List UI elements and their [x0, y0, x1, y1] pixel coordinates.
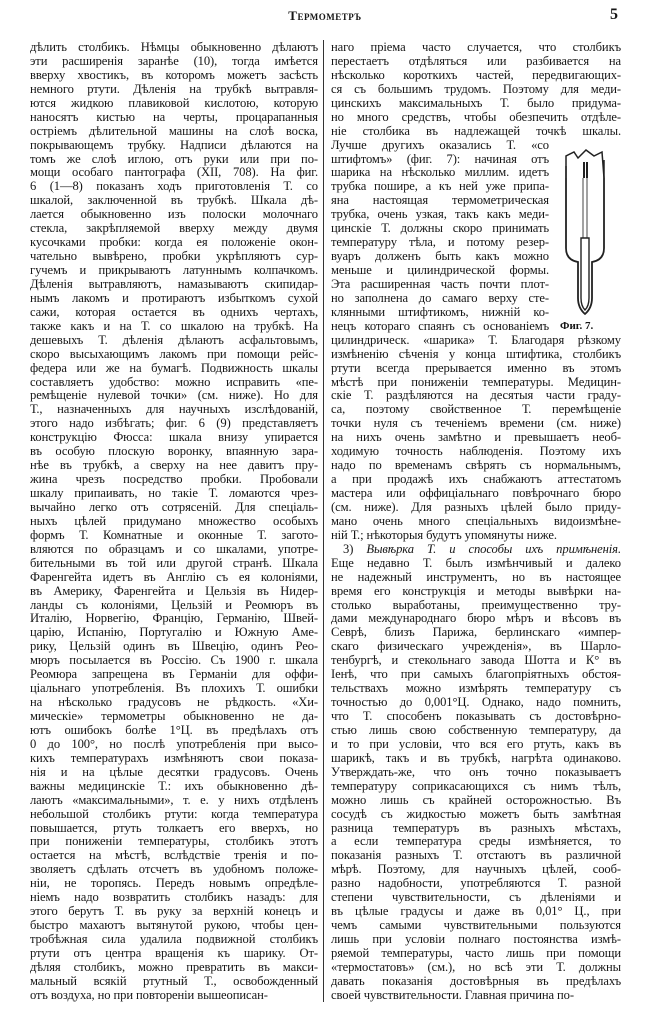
text-line: но заполнена до самаго верху сте- — [331, 291, 549, 305]
text-line: Фаренгейта идетъ въ Англію съ ея колоніями, — [30, 570, 318, 584]
text-line: зволяетъ сдѣлать отсчетъ въ удобномъ положе- — [30, 863, 318, 877]
text-line: ются жидкою плавиковой кислотою, которую — [30, 96, 318, 110]
text-line: штифтомъ» (фиг. 7): начиная отъ — [331, 152, 549, 166]
text-line: кихъ температурахъ измѣняютъ свои показа- — [30, 751, 318, 765]
text-line: шарика на нѣсколько миллим. идетъ — [331, 166, 549, 180]
text-line: показанія разныхъ Т. отстаютъ въ различной — [331, 849, 621, 863]
text-line: измѣненію сѣченія у конца штифтика, столбикъ — [331, 347, 621, 361]
text-line: са, поэтому свойственное Т. перемѣщеніе — [331, 403, 621, 417]
text-line: 6 (1—8) показанъ ходъ приготовленія Т. со — [30, 180, 318, 194]
text-line: а при продажѣ ихъ снабжаютъ аттестатомъ — [331, 473, 621, 487]
text-line: нѣсколько короткихъ частей, передвигающих- — [331, 68, 621, 82]
text-line: трубка пошире, а къ ней уже припа- — [331, 180, 549, 194]
text-line: ныхъ цѣлей придумано множество особыхъ — [30, 514, 318, 528]
text-line: столько выработаны, преимущественно тру- — [331, 598, 621, 612]
text-line: сажи, которая остается въ однихъ чертахъ, — [30, 305, 318, 319]
text-line: ніемъ надо возвратить столбикъ назадъ: для — [30, 891, 318, 905]
text-line: федера или же на бумагѣ. Подвижность шкалы — [30, 361, 318, 375]
text-line: скіе Т. раздѣляются на десятыя части граду- — [331, 389, 621, 403]
text-line: составляетъ удобство: можно исправить «пе- — [30, 375, 318, 389]
text-line: также какъ и на Т. со шкалою на трубкѣ. На — [30, 319, 318, 333]
text-line: нія и на цѣлые десятки градусовъ. Очень — [30, 765, 318, 779]
text-line: тенбургѣ, и стекольнаго завода Шотта и К° въ — [331, 654, 621, 668]
text-line: яна настоящая термометрическая — [331, 194, 549, 208]
text-line: дѣляя столбикъ, можно превратить въ макси- — [30, 960, 318, 974]
text-line: а если температура среды измѣняется, то — [331, 835, 621, 849]
text-line: конструкцію Фюсса: шкала внизу упирается — [30, 431, 318, 445]
text-line: перестаетъ отдѣляться или разбивается на — [331, 54, 621, 68]
text-line: ланды съ колоніями, Цельзій и Реомюръ въ — [30, 598, 318, 612]
page-number: 5 — [610, 6, 618, 23]
text-line: томъ же слоѣ иглою, отъ руки или при по- — [30, 152, 318, 166]
text-line: скаго физическаго учрежденія», въ Шарло- — [331, 640, 621, 654]
text-line: быстро махаютъ вытянутой рукою, чтобы цен- — [30, 919, 318, 933]
text-line: стекла, закрѣпляемой вверху между двумя — [30, 222, 318, 236]
text-line: гучемъ и прикрываютъ латуннымъ колпачкомъ. — [30, 264, 318, 277]
text-line: 0 до 100°, но послѣ употребленія при высо- — [30, 737, 318, 751]
text-line: бительными въ той или другой странѣ. Шкала — [30, 556, 318, 570]
text-line: чательно вывѣрено, пробки укрѣпляютъ сур- — [30, 250, 318, 264]
text-line: цинскіе Т. должны скоро принимать — [331, 222, 549, 236]
text-line: ній Т.; нѣкоторыя будутъ упомянуты ниже. — [331, 528, 557, 542]
text-line: мастера или оффиціальнаго повѣрочнаго бюро — [331, 487, 621, 500]
text-line: Лучше другихъ оказались Т. «со — [331, 138, 549, 152]
text-line: мѣстѣ при пониженіи температуры. Медицин- — [331, 375, 621, 389]
text-line: немного ртути. Дѣленія на трубкѣ вытравля- — [30, 82, 318, 96]
text-line: разно надобности, употребляются Т. разной — [331, 877, 621, 891]
text-line: своей чувствительности. Главная причина по- — [331, 988, 574, 1002]
text-line: можно лишь съ крайней осторожностью. Въ — [331, 793, 621, 807]
text-line: надо по временамъ свѣрять съ нормальнымъ, — [331, 459, 621, 473]
text-line: Севрѣ, близъ Парижа, берлинскаго «импер- — [331, 626, 621, 640]
text-line: ряемой температуры, часто лишь при помощи — [331, 946, 621, 960]
text-line: стью лишь свою собственную температуру, да — [331, 723, 621, 737]
text-line: въ цѣлые градусы и даже въ 0,01° Ц., при — [331, 905, 621, 919]
text-line: царію, Испанію, Португалію и Южную Аме- — [30, 626, 318, 640]
text-line: ходимую точность наблюденія. Поэтому ихъ — [331, 445, 621, 459]
text-line: въ Америку, Фаренгейта и Цельзія въ Нидер- — [30, 584, 318, 598]
column-divider — [323, 40, 324, 1002]
text-line: наго пріема часто случается, что столбикъ — [331, 41, 621, 54]
text-line: разница температуръ въ разныхъ мѣстахъ, — [331, 821, 621, 835]
text-line: температуру соприкасающихся съ нимъ тѣлъ, — [331, 779, 621, 793]
text-line: тельствахъ можно измѣрять температуру съ — [331, 682, 621, 696]
text-line: отъ воздуха, но при повтореніи вышеописан- — [30, 988, 268, 1002]
text-line: повышается, ртуть толкаетъ его вверхъ, но — [30, 821, 318, 835]
text-line: тробѣжная сила удалила подвижной столбикъ — [30, 933, 318, 946]
text-line: цилиндрическ. «шарика» Т. Благодаря рѣзкому — [331, 333, 621, 347]
figure-7-thermometer — [556, 148, 616, 316]
page-header — [0, 6, 650, 26]
text-line: лаютъ «максимальными», т. е. у нихъ отдѣленъ — [30, 793, 318, 807]
text-line: «термостатовъ» (см.), но всѣ эти Т. должны — [331, 960, 621, 974]
text-line: нымъ лакомъ и протираютъ избыткомъ сухой — [30, 291, 318, 305]
text-line: скоро высыхающимъ лакомъ при помощи рейс- — [30, 347, 318, 361]
text-line: шарикѣ, такъ и въ трубкѣ, нагрѣта одинаково. — [331, 751, 621, 765]
section-number: 3) — [343, 542, 354, 556]
text-line: при пониженіи температуры, столбикъ этотъ — [30, 835, 318, 849]
text-line: ртути отъ центра вращенія къ шарику. От- — [30, 946, 318, 960]
text-line: Еще недавно Т. былъ измѣнчивый и далеко — [331, 556, 621, 570]
text-line: Эта расширенная часть почти плот- — [331, 277, 549, 291]
text-line: мано очень много спеціальныхъ видоизмѣне- — [331, 514, 621, 528]
text-line: что Т. способенъ показывать съ достовѣрно- — [331, 710, 621, 723]
text-line: трубка, очень узкая, такъ какъ меди- — [331, 208, 549, 222]
text-line: на нихъ очень замѣтно и превышаетъ необ- — [331, 431, 621, 445]
text-line: этого берутъ Т. въ руку за верхній конецъ и — [30, 905, 318, 919]
text-line: ніе столбика въ надлежащей точкѣ шкалы. — [331, 124, 621, 138]
text-line: на нѣсколько градусовъ не рѣдкость. «Хи- — [30, 696, 318, 710]
text-line: дами международнаго бюро мѣръ и вѣсовъ въ — [331, 612, 621, 626]
text-line: мѣрѣ. Поэтому, для научныхъ цѣлей, сооб- — [331, 863, 621, 877]
text-line: Т., назначенныхъ для научныхъ изслѣдованій, — [30, 403, 318, 417]
text-line: Іенѣ, что при самыхъ благопріятныхъ обстоя- — [331, 668, 621, 682]
text-line: Италію, Норвегію, Францію, Германію, Швей- — [30, 612, 318, 626]
text-line: точностью до 0,001°Ц. Однако, надо помнить, — [331, 696, 621, 710]
thermometer-illustration — [556, 148, 616, 316]
text-line: Реомюра запрещена въ Германіи для оффи- — [30, 668, 318, 682]
text-line: остріемъ дѣлительной машины на слоѣ воска, — [30, 124, 318, 138]
text-line: этого надо избѣгать; фиг. 6 (9) представляетъ — [30, 417, 318, 431]
text-line: сосудѣ съ жидкостью можетъ быть замѣтная — [331, 807, 621, 821]
text-line: и то при условіи, что вся его ртуть, какъ въ — [331, 737, 621, 751]
text-line: давать показанія достовѣрныя въ предѣлахъ — [331, 974, 621, 988]
text-line: важны медицинскіе Т.: ихъ обыкновенно дѣ- — [30, 779, 318, 793]
text-line: ремѣщеніе нулевой точки» (см. ниже). Но для — [30, 389, 318, 403]
text-line: ніи, не торопясь. Передъ новымъ опредѣле- — [30, 877, 318, 891]
text-line: вверху хвостикъ, въ которомъ можетъ засѣсть — [30, 68, 318, 82]
text-line: вуаръ долженъ быть какъ можно — [331, 250, 549, 264]
text-line: цинскихъ максимальныхъ Т. было придума- — [331, 96, 621, 110]
text-line: вычайно легко отъ сотрясеній. Для спеціаль- — [30, 500, 318, 514]
text-line: въ особую плоскую воронку, впаянную зара- — [30, 445, 318, 459]
text-line: наносятъ кистью на черты, процарапанныя — [30, 110, 318, 124]
text-line: Дѣленія вытравляютъ, намазываютъ скипидар- — [30, 277, 318, 291]
text-line: время его конструкція и методы вывѣрки на- — [331, 584, 621, 598]
text-line: кусочками пробки: когда ея положеніе окон- — [30, 236, 318, 250]
text-line: но много средствъ, чтобы обезпечить отдѣле- — [331, 110, 621, 124]
text-line: степени чувствительности, съ дѣленіями и — [331, 891, 621, 905]
figure-caption: Фиг. 7. — [560, 320, 594, 332]
text-line: лается обыкновенно изъ полоски молочнаго — [30, 208, 318, 222]
text-line: дешевыхъ Т. дѣленія дѣлаютъ асфальтовымъ, — [30, 333, 318, 347]
text-line: жина чрезъ посредство пробки. Пробовали — [30, 473, 318, 487]
text-line: лишь при условіи полнаго постоянства измѣ- — [331, 933, 621, 946]
running-title: Термометръ — [288, 8, 362, 23]
text-line: чемъ самыми чувствительными пользуются — [331, 919, 621, 933]
text-line: формъ Т. Комнатные и оконные Т. загото- — [30, 528, 318, 542]
section-heading — [331, 543, 621, 557]
text-line: ртути всегда прерывается именно въ этомъ — [331, 361, 621, 375]
text-line: остается на мѣстѣ, вслѣдствіе тренія и по- — [30, 849, 318, 863]
text-line: мюръ посылается въ Россію. Съ 1900 г. шкала — [30, 654, 318, 668]
text-line: не надежный инструментъ, но въ настоящее — [331, 570, 621, 584]
text-line: покрывающемъ трубку. Надписи дѣлаются на — [30, 138, 318, 152]
text-line: небольшой столбикъ ртути: когда температура — [30, 807, 318, 821]
text-line: (см. ниже). Для разныхъ цѣлей было приду- — [331, 500, 621, 514]
left-column — [30, 41, 318, 1003]
text-line: ютъ ошибокъ болѣе 1°Ц. въ предѣлахъ отъ — [30, 723, 318, 737]
text-line: температуру тѣла, и потому резер- — [331, 236, 549, 250]
text-line: ціальнаго употребленія. Въ плохихъ Т. ошибки — [30, 682, 318, 696]
text-line: мическіе» термометры обыкновенно не да- — [30, 710, 318, 723]
text-line: эти расширенія заранѣе (10), тогда имѣется — [30, 54, 318, 68]
text-line: нѣе въ трубкѣ, а сверху на нее давитъ пру- — [30, 459, 318, 473]
text-line: шкалу припаивать, но такіе Т. ломаются чрез- — [30, 487, 318, 500]
text-line: клянными штифтикомъ, нижній ко- — [331, 305, 549, 319]
text-line: нецъ котораго спаянъ съ основаніемъ — [331, 319, 549, 333]
text-line: мощи особаго пантографа (XII, 708). На фиг. — [30, 166, 318, 180]
text-line: вляются по образцамъ и со шкалами, употре- — [30, 542, 318, 556]
text-line: точки нуля съ теченіемъ времени (см. ниже) — [331, 417, 621, 431]
text-line: дѣлить столбикъ. Нѣмцы обыкновенно дѣлаютъ — [30, 41, 318, 54]
text-line: ся съ большимъ трудомъ. Поэтому для меди- — [331, 82, 621, 96]
text-line: Утверждать-же, что онъ точно показываетъ — [331, 765, 621, 779]
text-line: шкалой, заключенной въ трубкѣ. Шкала дѣ- — [30, 194, 318, 208]
section-title: Вывѣрка Т. и способы ихъ примѣненія. — [366, 542, 621, 556]
text-line: мальный всякій ртутный Т., освобожденный — [30, 974, 318, 988]
text-line: меньше и цилиндрической формы. — [331, 264, 549, 277]
text-line: рику, Цельзій одинъ въ Швецію, одинъ Рео- — [30, 640, 318, 654]
